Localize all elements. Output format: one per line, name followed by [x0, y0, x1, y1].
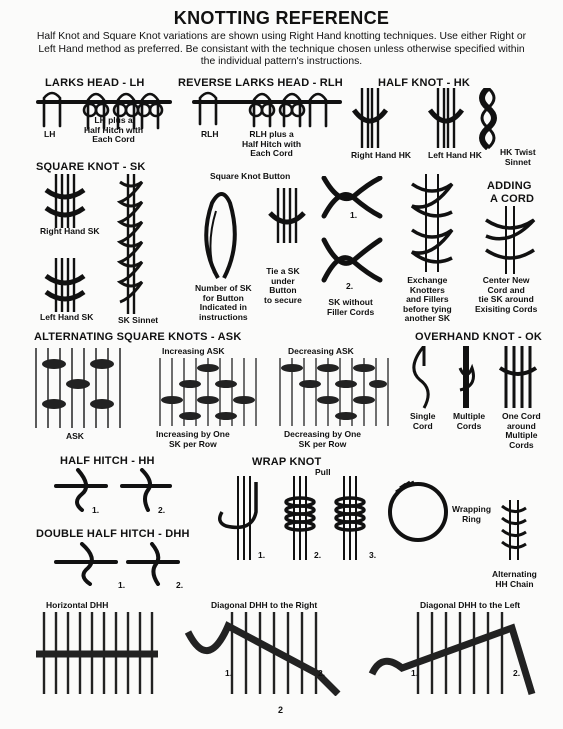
wrap-label-2: 2. — [314, 550, 322, 560]
multiple-cords-caption: Multiple Cords — [453, 411, 486, 431]
decreasing-ask-heading: Decreasing ASK — [288, 346, 354, 356]
sk-without-filler-illustration — [320, 176, 390, 294]
diag-right-label-1: 1. — [225, 668, 233, 678]
wrapping-ring-caption: Wrapping Ring — [452, 504, 492, 524]
wrap-knot-heading: WRAP KNOT — [252, 456, 322, 468]
rlh-caption: RLH — [201, 129, 219, 139]
increasing-caption: Increasing by One SK per Row — [156, 429, 230, 449]
half-hitch-label-1: 1. — [92, 505, 100, 515]
hh-chain-illustration — [494, 498, 534, 562]
ask-caption: ASK — [66, 431, 84, 441]
lh-caption: LH — [44, 129, 56, 139]
square-knot-heading: SQUARE KNOT - SK — [36, 161, 146, 173]
left-hand-sk-caption: Left Hand SK — [40, 312, 94, 322]
increasing-ask-heading: Increasing ASK — [162, 346, 225, 356]
dhh-illustration — [52, 542, 182, 586]
alternating-sk-heading: ALTERNATING SQUARE KNOTS - ASK — [34, 331, 242, 343]
hk-twist-caption: HK Twist Sinnet — [500, 147, 536, 167]
reverse-larks-head-heading: REVERSE LARKS HEAD - RLH — [178, 77, 343, 89]
one-cord-caption: One Cord around Multiple Cords — [502, 411, 541, 450]
overhand-illustration — [402, 346, 542, 410]
square-knot-illustration — [40, 172, 160, 322]
horizontal-dhh-illustration — [34, 612, 160, 696]
diag-right-label-2: 2. — [318, 668, 326, 678]
wrap-label-1: 1. — [258, 550, 266, 560]
adding-cord-illustration — [478, 206, 544, 276]
sk-without-label-2: 2. — [346, 281, 354, 291]
overhand-heading: OVERHAND KNOT - OK — [415, 331, 543, 343]
exchange-caption: Exchange Knotters and Fillers before tying another SK — [403, 275, 452, 323]
tie-sk-caption: Tie a SK under Button to secure — [264, 266, 302, 305]
decreasing-caption: Decreasing by One SK per Row — [284, 429, 362, 449]
half-hitch-label-2: 2. — [158, 505, 166, 515]
button-number-caption: Number of SK for Button Indicated in instructions — [195, 283, 252, 322]
diag-left-illustration — [362, 612, 542, 696]
adding-cord-caption: Center New Cord and tie SK around Exisiting Cords — [475, 275, 538, 314]
rlh-plus-caption: RLH plus a Half Hitch with Each Cord — [242, 129, 302, 158]
wrap-pull-label: Pull — [315, 467, 331, 477]
diag-left-label-2: 2. — [513, 668, 521, 678]
sk-without-label-1: 1. — [350, 210, 358, 220]
exchange-illustration — [400, 174, 466, 274]
diag-right-illustration — [168, 612, 348, 696]
dhh-label-2: 2. — [176, 580, 184, 590]
decreasing-ask-illustration — [270, 358, 398, 428]
wrap-label-3: 3. — [369, 550, 377, 560]
diag-right-heading: Diagonal DHH to the Right — [211, 600, 318, 610]
sk-sinnet-caption: SK Sinnet — [118, 315, 159, 325]
dhh-heading: DOUBLE HALF HITCH - DHH — [36, 528, 190, 540]
diag-left-label-1: 1. — [411, 668, 419, 678]
horizontal-dhh-heading: Horizontal DHH — [46, 600, 109, 610]
half-knot-illustration — [348, 88, 503, 150]
dhh-label-1: 1. — [118, 580, 126, 590]
sk-without-caption: SK without Filler Cords — [327, 297, 375, 317]
larks-head-heading: LARKS HEAD - LH — [45, 77, 145, 89]
half-hitch-illustration — [52, 468, 172, 512]
left-hand-hk-caption: Left Hand HK — [428, 150, 482, 160]
ask-illustration — [28, 348, 128, 430]
adding-cord-heading: ADDING A CORD — [487, 180, 535, 205]
right-hand-hk-caption: Right Hand HK — [351, 150, 411, 160]
right-hand-sk-caption: Right Hand SK — [40, 226, 100, 236]
wrapping-ring-illustration — [384, 478, 454, 548]
diag-left-heading: Diagonal DHH to the Left — [420, 600, 521, 610]
half-knot-heading: HALF KNOT - HK — [378, 77, 471, 89]
increasing-ask-illustration — [150, 358, 268, 428]
intro-text: Half Knot and Square Knot variations are shown using Right Hand knotting techniques. Use either Right or Left Hand method as preferred. Be consistant with the technique chosen unless otherwise specified within the individual pattern's instructions. — [36, 31, 527, 67]
half-hitch-heading: HALF HITCH - HH — [60, 455, 155, 467]
wrap-knot-illustration — [212, 472, 376, 564]
lh-plus-caption: LH plus a Half Hitch with Each Cord — [84, 115, 144, 144]
single-cord-caption: Single Cord — [410, 411, 436, 431]
hh-chain-caption: Alternating HH Chain — [492, 569, 537, 589]
square-knot-button-heading: Square Knot Button — [210, 171, 291, 181]
page-title: KNOTTING REFERENCE — [173, 8, 390, 28]
page-number: 2 — [278, 705, 284, 715]
